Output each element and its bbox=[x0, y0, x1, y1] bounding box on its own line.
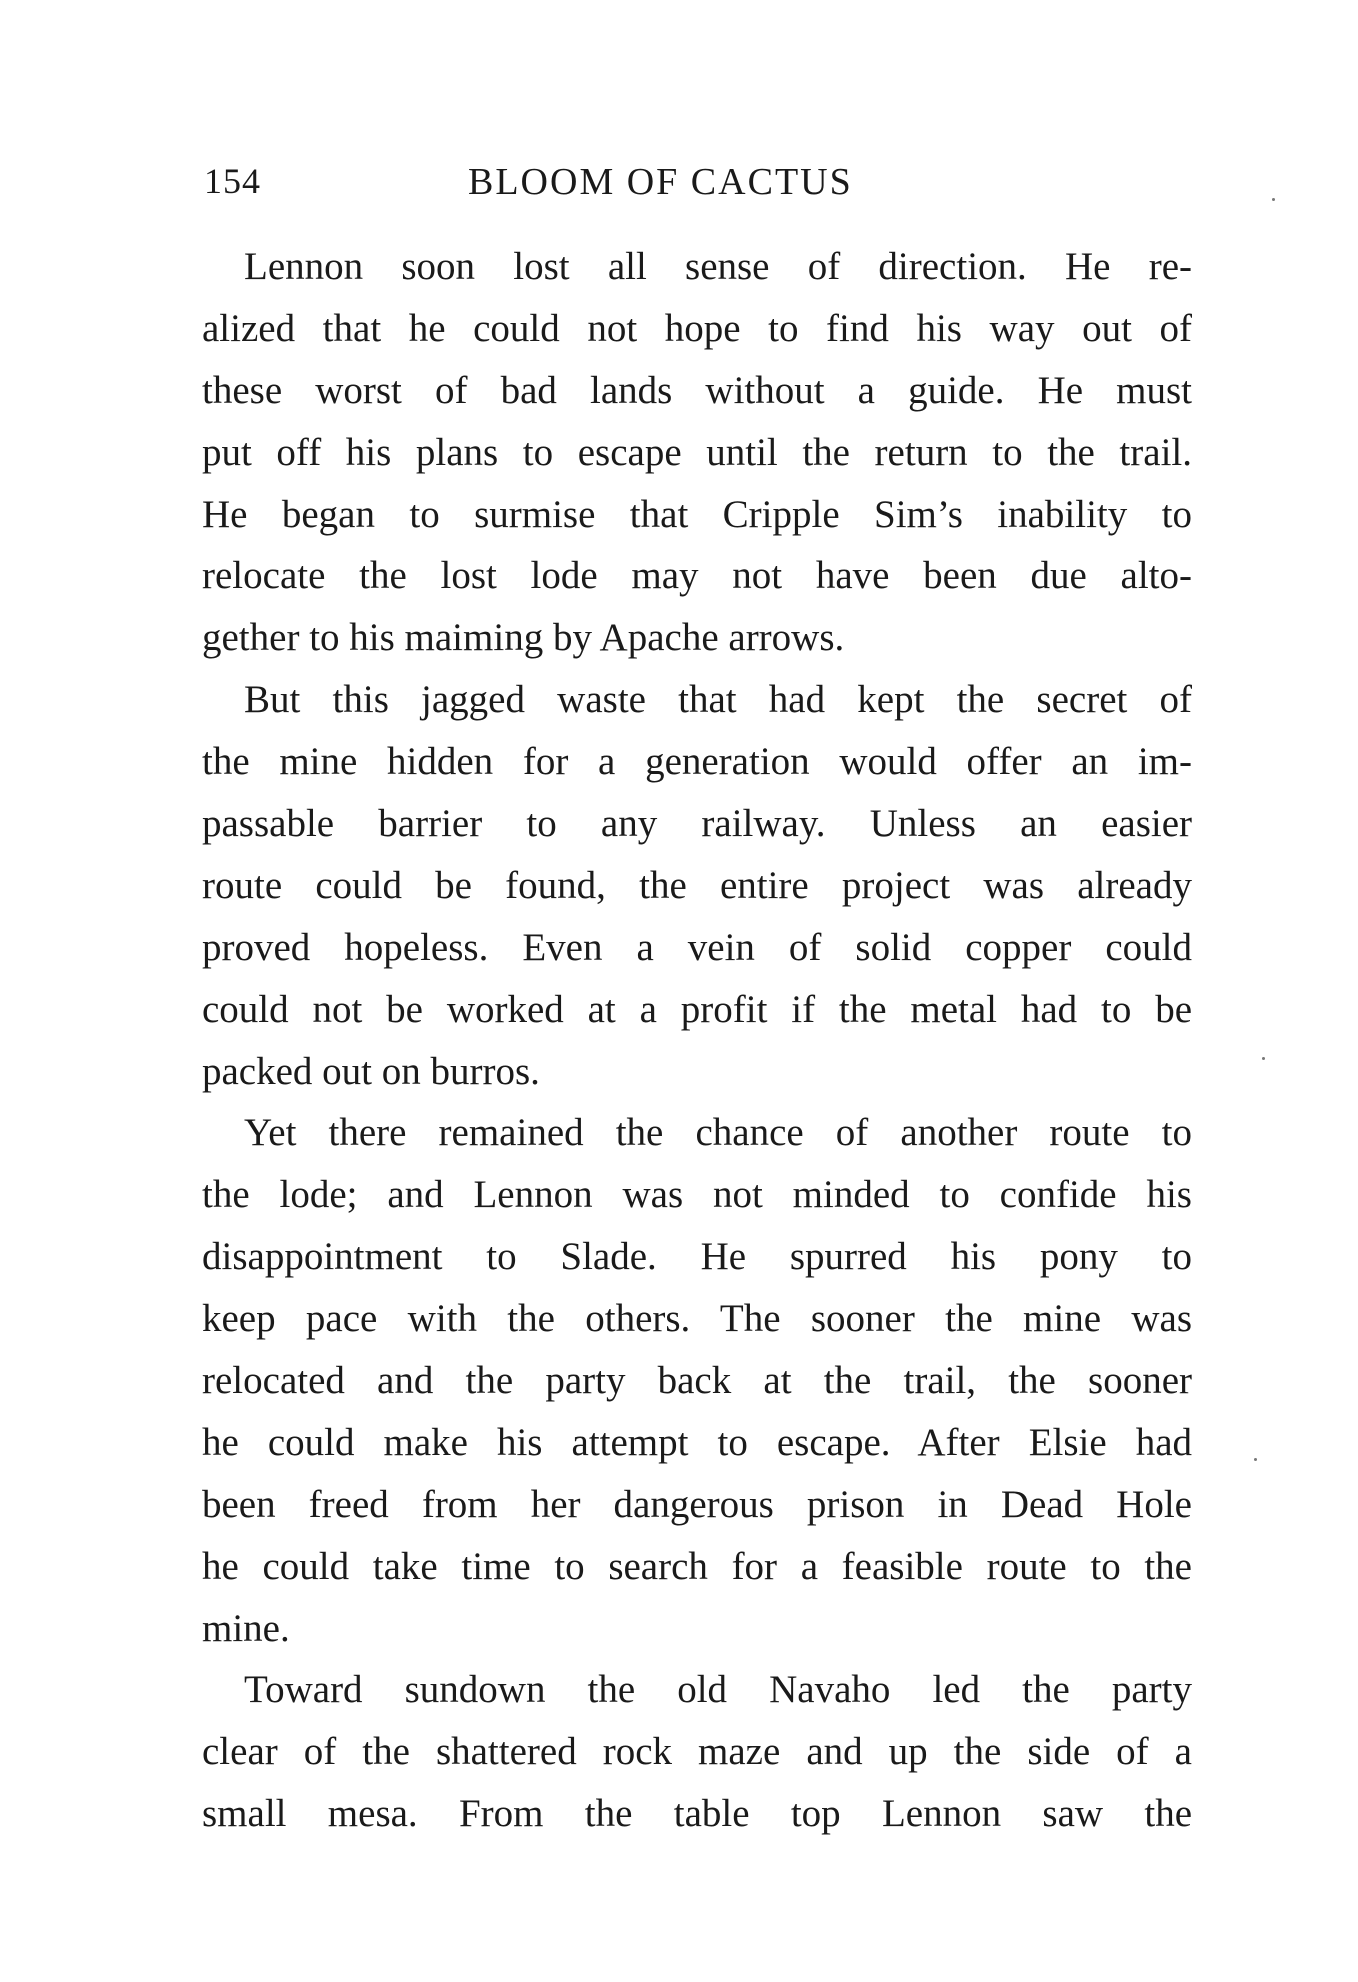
text-line: he could make his attempt to escape. After Elsie had bbox=[202, 1420, 1192, 1464]
text-line: keep pace with the others. The sooner the mine was bbox=[202, 1297, 1192, 1341]
text-line: gether to his maiming by Apache arrows. bbox=[202, 616, 845, 660]
scan-speck bbox=[1262, 1057, 1265, 1060]
text-line: passable barrier to any railway. Unless an easier bbox=[202, 802, 1192, 846]
text-line: But this jagged waste that had kept the secret of bbox=[244, 678, 1192, 722]
text-line: could not be worked at a profit if the metal had to be bbox=[202, 987, 1192, 1031]
text-line: relocated and the party back at the trail, the sooner bbox=[202, 1359, 1192, 1403]
page-number: 154 bbox=[204, 161, 261, 201]
text-line: the mine hidden for a generation would offer an im- bbox=[202, 740, 1192, 784]
text-line: small mesa. From the table top Lennon saw the bbox=[202, 1792, 1192, 1836]
text-line: put off his plans to escape until the return to the trail. bbox=[202, 430, 1192, 474]
text-line: mine. bbox=[202, 1606, 290, 1650]
running-head: BLOOM OF CACTUS bbox=[468, 161, 853, 203]
text-line: Toward sundown the old Navaho led the party bbox=[244, 1668, 1192, 1712]
text-line: disappointment to Slade. He spurred his pony to bbox=[202, 1235, 1192, 1279]
text-line: clear of the shattered rock maze and up the side of a bbox=[202, 1730, 1192, 1774]
scan-speck bbox=[1254, 1458, 1257, 1461]
page-header bbox=[204, 160, 1194, 210]
text-line: relocate the lost lode may not have been due alto- bbox=[202, 554, 1192, 598]
text-line: alized that he could not hope to find his way out of bbox=[202, 306, 1192, 350]
scan-speck bbox=[1272, 198, 1275, 201]
text-line: packed out on burros. bbox=[202, 1049, 540, 1093]
text-line: He began to surmise that Cripple Sim’s inability to bbox=[202, 492, 1192, 536]
text-line: been freed from her dangerous prison in Dead Hole bbox=[202, 1482, 1192, 1526]
text-line: proved hopeless. Even a vein of solid copper could bbox=[202, 925, 1192, 969]
body-text bbox=[202, 236, 1192, 1845]
text-line: Lennon soon lost all sense of direction. He re- bbox=[244, 245, 1192, 288]
text-line: the lode; and Lennon was not minded to confide his bbox=[202, 1173, 1192, 1217]
text-line: he could take time to search for a feasible route to the bbox=[202, 1544, 1192, 1588]
text-line: route could be found, the entire project was already bbox=[202, 863, 1192, 907]
text-line: these worst of bad lands without a guide. He must bbox=[202, 368, 1192, 412]
text-line: Yet there remained the chance of another route to bbox=[244, 1111, 1192, 1155]
